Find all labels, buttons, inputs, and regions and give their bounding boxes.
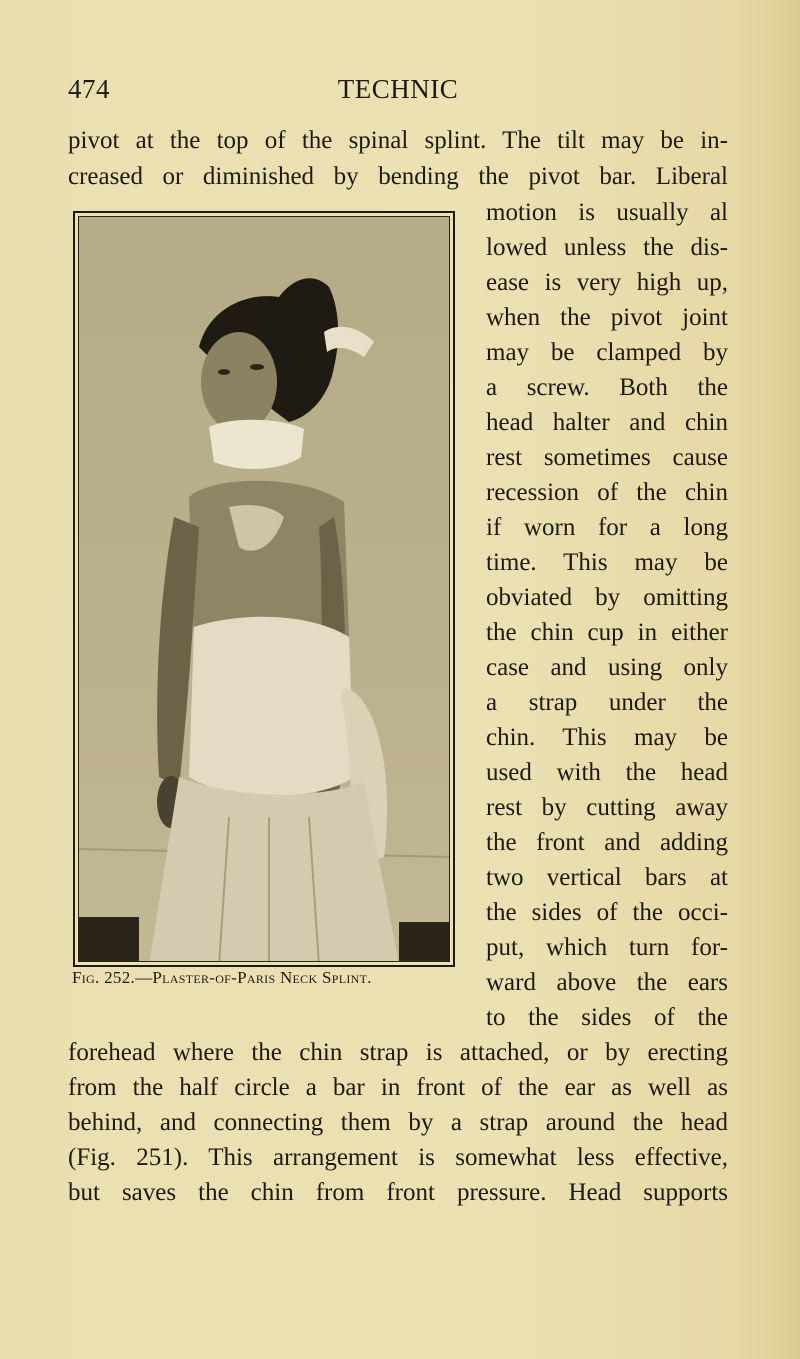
running-head: [68, 74, 728, 114]
text-line: a screw. Both the: [486, 374, 728, 401]
text-line: to the sides of the: [486, 1004, 728, 1031]
text-line: recession of the chin: [486, 479, 728, 506]
text-line: chin. This may be: [486, 724, 728, 751]
text-line: (Fig. 251). This arrangement is somewhat less effective,: [68, 1144, 728, 1171]
text-line: put, which turn for-: [486, 934, 728, 961]
text-line: the sides of the occi-: [486, 899, 728, 926]
page-number: 474: [68, 74, 110, 104]
text-line: rest by cutting away: [486, 794, 728, 821]
text-line: creased or diminished by bending the pivot bar. Liberal: [68, 163, 728, 190]
text-line: rest sometimes cause: [486, 444, 728, 471]
text-line: pivot at the top of the spinal splint. The tilt may be in-: [68, 127, 728, 154]
photo-illustration: [79, 217, 450, 962]
text-line: if worn for a long: [486, 514, 728, 541]
text-line: motion is usually al: [486, 199, 728, 226]
text-line: the chin cup in either: [486, 619, 728, 646]
text-line: obviated by omitting: [486, 584, 728, 611]
text-line: when the pivot joint: [486, 304, 728, 331]
text-line: head halter and chin: [486, 409, 728, 436]
text-line: may be clamped by: [486, 339, 728, 366]
text-line: case and using only: [486, 654, 728, 681]
figure-frame: [73, 211, 455, 967]
text-line: but saves the chin from front pressure. Head supports: [68, 1179, 728, 1206]
text-line: time. This may be: [486, 549, 728, 576]
text-line: behind, and connecting them by a strap around the head: [68, 1109, 728, 1136]
figure-caption: Fig. 252.—Plaster-of-Paris Neck Splint.: [72, 968, 372, 987]
text-line: two vertical bars at: [486, 864, 728, 891]
figure-photo: [78, 216, 450, 962]
text-line: the front and adding: [486, 829, 728, 856]
text-line: forehead where the chin strap is attached, or by erecting: [68, 1039, 728, 1066]
running-title: TECHNIC: [337, 74, 459, 104]
text-line: from the half circle a bar in front of the ear as well as: [68, 1074, 728, 1101]
text-line: ease is very high up,: [486, 269, 728, 296]
text-line: a strap under the: [486, 689, 728, 716]
text-line: ward above the ears: [486, 969, 728, 996]
text-line: used with the head: [486, 759, 728, 786]
text-line: lowed unless the dis-: [486, 234, 728, 261]
